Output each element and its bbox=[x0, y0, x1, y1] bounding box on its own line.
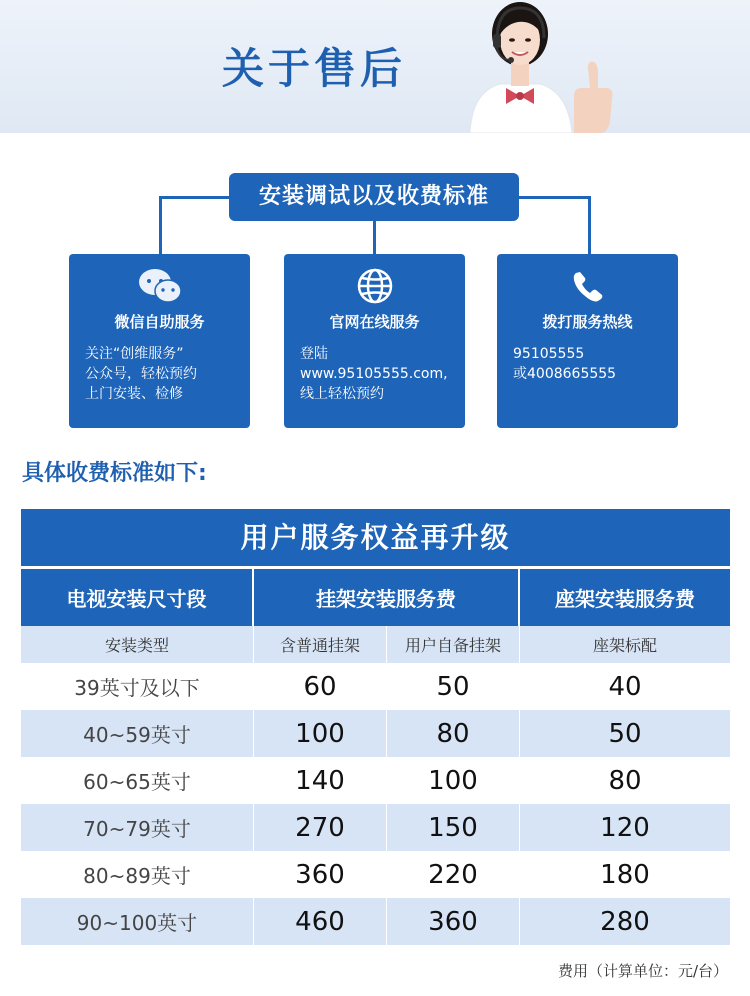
table-row bbox=[21, 898, 730, 945]
size-cell: 39英寸及以下 bbox=[21, 663, 254, 710]
phone-icon bbox=[497, 266, 678, 306]
price-cell: 60 bbox=[254, 663, 387, 710]
service-card-website bbox=[284, 254, 465, 428]
subheader-cell: 座架标配 bbox=[592, 636, 657, 655]
size-cell: 90~100英寸 bbox=[21, 898, 254, 945]
size-cell: 60~65英寸 bbox=[21, 757, 254, 804]
globe-icon bbox=[284, 266, 465, 306]
table-row bbox=[21, 757, 730, 804]
connector-line bbox=[519, 196, 591, 199]
subheader-cell: 安装类型 bbox=[21, 626, 254, 663]
subheader-cell: 用户自备挂架 bbox=[387, 626, 520, 663]
table-title: 用户服务权益再升级 bbox=[21, 509, 730, 566]
card-description: 登陆 www.95105555.com, 线上轻松预约 bbox=[300, 346, 448, 402]
fee-table bbox=[21, 509, 730, 945]
service-card-hotline bbox=[497, 254, 678, 428]
column-header: 电视安装尺寸段 bbox=[21, 569, 254, 626]
price-cell: 360 bbox=[254, 851, 387, 898]
price-cell: 220 bbox=[387, 851, 520, 898]
connector-line bbox=[159, 196, 162, 254]
customer-service-agent-illustration bbox=[462, 0, 622, 133]
price-cell: 150 bbox=[387, 804, 520, 851]
price-cell: 80 bbox=[608, 765, 642, 796]
price-cell: 80 bbox=[387, 710, 520, 757]
price-cell: 140 bbox=[254, 757, 387, 804]
price-cell: 460 bbox=[254, 898, 387, 945]
wechat-icon bbox=[69, 266, 250, 306]
subheader-cell: 含普通挂架 bbox=[254, 626, 387, 663]
install-standard-label: 安装调试以及收费标准 bbox=[229, 173, 519, 221]
table-row bbox=[21, 710, 730, 757]
table-row bbox=[21, 851, 730, 898]
unit-footnote: 费用（计算单位：元/台） bbox=[557, 962, 728, 980]
price-cell: 40 bbox=[608, 671, 642, 702]
connector-line bbox=[588, 196, 591, 254]
service-card-wechat bbox=[69, 254, 250, 428]
table-row bbox=[21, 804, 730, 851]
price-cell: 50 bbox=[608, 718, 642, 749]
page-title: 关于售后 bbox=[222, 44, 407, 93]
price-cell: 280 bbox=[600, 906, 650, 937]
card-title: 微信自助服务 bbox=[114, 313, 205, 331]
card-description: 95105555 或4008665555 bbox=[513, 346, 617, 382]
table-header-row bbox=[21, 569, 730, 626]
price-cell: 50 bbox=[387, 663, 520, 710]
price-cell: 100 bbox=[254, 710, 387, 757]
header-banner bbox=[0, 0, 750, 133]
card-title: 官网在线服务 bbox=[329, 313, 420, 331]
size-cell: 80~89英寸 bbox=[21, 851, 254, 898]
column-header: 挂架安装服务费 bbox=[254, 569, 520, 626]
table-row bbox=[21, 663, 730, 710]
price-cell: 100 bbox=[387, 757, 520, 804]
card-title: 拨打服务热线 bbox=[542, 313, 633, 331]
connector-line bbox=[160, 196, 229, 199]
column-header: 座架安装服务费 bbox=[555, 587, 695, 611]
price-cell: 270 bbox=[254, 804, 387, 851]
table-subheader-row bbox=[21, 626, 730, 663]
section-heading: 具体收费标准如下: bbox=[22, 461, 207, 486]
size-cell: 40~59英寸 bbox=[21, 710, 254, 757]
price-cell: 180 bbox=[600, 859, 650, 890]
price-cell: 360 bbox=[387, 898, 520, 945]
connector-line bbox=[373, 221, 376, 254]
card-description: 关注“创维服务” 公众号，轻松预约 上门安装、检修 bbox=[85, 346, 197, 402]
price-cell: 120 bbox=[600, 812, 650, 843]
size-cell: 70~79英寸 bbox=[21, 804, 254, 851]
